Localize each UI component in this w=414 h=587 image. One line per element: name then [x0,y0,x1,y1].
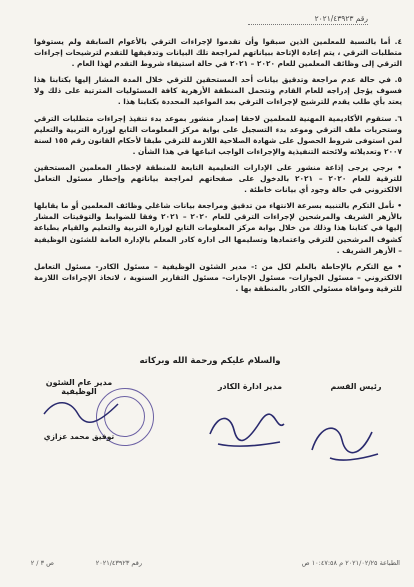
signature-title-cadre-manager: مدير ادارة الكادر [217,382,283,391]
footer-print-timestamp: الطباعة ٢٠٢١/٠٢/٢٥ م ١٠:٤٧:٥٨ ص [301,559,400,567]
footer-reference-number: رقم ٢٠٢١/٤٣٩٢٣ [95,559,142,567]
signature-name-general-manager: توفيق محمد عزازي [43,432,115,441]
signature-title-section-head: رئيس القسم [330,382,382,391]
bullet-item-notify: • مع التكرم بالإحاطة بالعلم لكل من :- مدير الشئون الوظيفية – مسئول الكادر- مسئول التعامل الالكتروني – مسئول الجوازات- مسئول الإجازات- مسئول التقارير السنوية ، لاتخاذ الإجراءات اللازمة للترقية وموافاة مسئولي الكادر بالمنطقة بها . [34,261,402,293]
paragraph-item-5: ٥. في حالة عدم مراجعة وتدقيق بيانات أحد المستحقين للترقي خلال المدة المشار إليها بكتابنا هذا فسوف يؤجل إدراجه للعام القادم وتتحمل المنطقة الأزهرية كافة المسئوليات المترتبة على ذلك ولا يعتد بأي طلب يقدم للترشيح لإجراءات الترقي بعد المواعيد المحددة بكتابنا هذا . [34,75,402,107]
paragraph-item-6: ٦. ستقوم الأكاديمية المهنية للمعلمين لاحقا إصدار منشور بموعد بدء تنفيذ إجراءات متطلبات الترقي وستحريات ملف الترقي وموعد بدء التسجيل على بوابة مركز المعلومات التابع لوزارة التربية والتعليم لمن استوفى شروط الحصول على شهادة الصلاحية اللازمة للترقي طبقا لأحكام القانون رقم ١٥٥ لسنة ٢٠٠٧ وتعديلاته ولائحته التنفيذية والإجراءات الواجب اتباعها في هذا الشأن . [34,113,403,156]
signature-section-head [300,410,390,470]
bullet-item-alert: • نأمل التكرم بالتنبيه بسرعة الانتهاء من تدقيق ومراجعة بيانات شاغلي وظائف المعلمين أو ما يقابلها بالأزهر الشريف والمرشحين لإجراءات الترقي للعام ٢٠٢٠ – ٢٠٢١ وفقا للضوابط والتوقيتات المشار إليها في كتابنا هذا وذلك من خلال بوابة مركز المعلومات التابع لوزارة التربية والتعليم والقيام بطباعة كشوف المرشحين للترقي واعتمادها وتسليمها الى ادارة كادر المعلم بالإدارة العامة للشئون الوظيفية – الأزهر الشريف . [34,201,402,255]
signature-general-manager [36,392,126,432]
reference-number: رقم ٢٠٢١/٤٣٩٢٣ [248,14,368,25]
signature-cadre-manager [200,404,290,454]
paragraph-item-4: ٤. أما بالنسبة للمعلمين الذين سبقوا وأن تقدموا لإجراءات الترقي بالأعوام السابقة ولم يستوفوا متطلبات الترقي ، يتم إعادة الإتاحة ببياناتهم لمراجعة تلك البيانات وتدقيقها للتقدم لترشيحات إجراءات الترقي إلى وظائف المعلمين للعام ٢٠٢٠ – ٢٠٢١ في حالة استيفاء شروط التقدم لهذا العام . [34,37,402,69]
footer-page-number: ص ٣ / ٢ [30,559,54,567]
document-body [34,36,402,299]
closing-salutation: والسلام عليكم ورحمة الله وبركاته [139,356,281,366]
signature-title-general-manager: مدير عام الشئون الوظيفية [45,378,113,396]
bullet-item-broadcast: • برجي يرجى إذاعة منشور على الإدارات التعليمية التابعة للمنطقة لإخطار المعلمين المستحقين للترقية للعام ٢٠٢٠ – ٢٠٢١ بالدخول على صفحاتهم لمراجعة بياناتهم وإخطار مسئول التعامل الالكتروني في حالة وجود أي بيانات خاطئة . [34,162,403,195]
